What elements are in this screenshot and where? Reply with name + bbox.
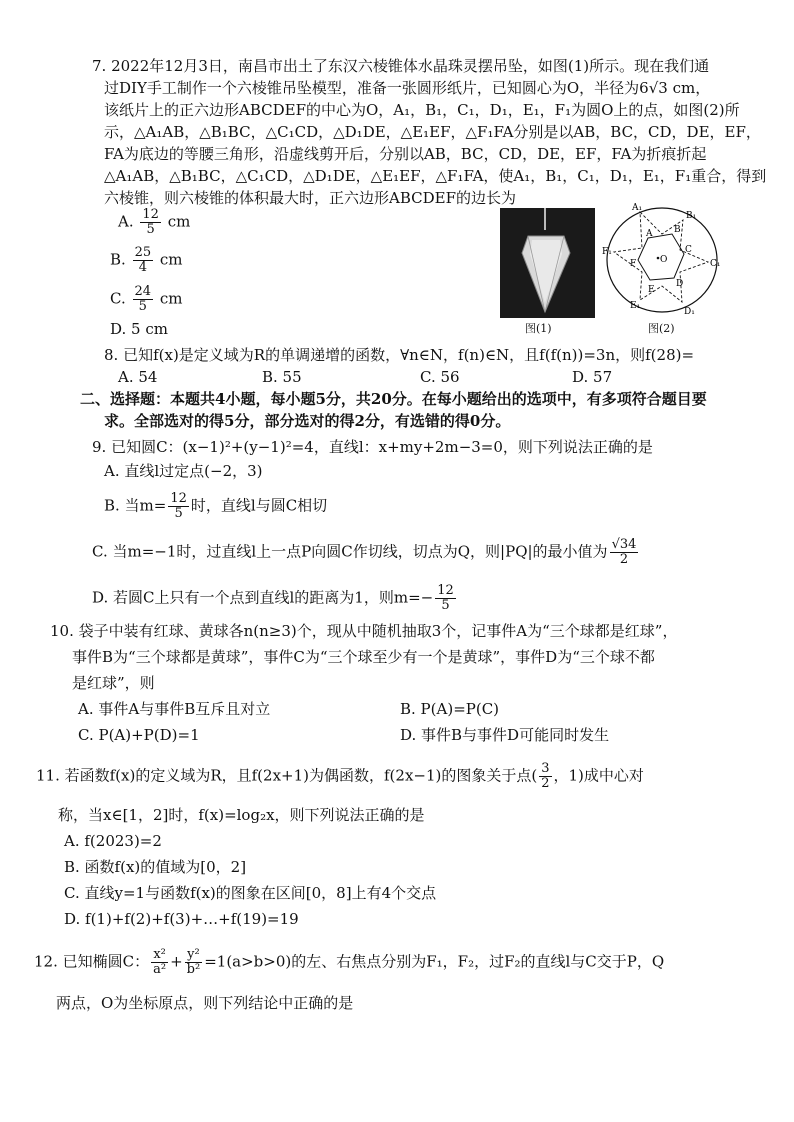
- q7-line-1: 7. 2022年12月3日，南昌市出土了东汉六棱锥体水晶珠灵摆吊坠，如图(1)所示。现在我们通: [92, 57, 710, 75]
- fig2-label-d: D: [676, 279, 684, 289]
- q9-option-c-text: C. 当m=−1时，过直线l上一点P向圆C作切线，切点为Q，则|PQ|的最小值为: [92, 542, 608, 561]
- q7-option-c-fraction: $\frac{24}{5}$: [134, 284, 152, 314]
- q9-option-b-suffix: 时，直线l与圆C相切: [190, 496, 328, 515]
- fig2-label-e1: E₁: [630, 301, 641, 311]
- q9-option-d-fraction: $\frac{12}{5}$: [437, 583, 454, 613]
- q7-line-7: 六棱锥，则六棱锥的体积最大时，正六边形ABCDEF的边长为: [104, 189, 516, 207]
- q7-option-b-fraction: $\frac{25}{4}$: [134, 245, 152, 275]
- hexagon-star-diagram: [600, 200, 725, 320]
- q9-option-b-fraction: $\frac{12}{5}$: [170, 491, 187, 521]
- q7-option-a-fraction: $\frac{12}{5}$: [142, 207, 159, 237]
- q11-line-2: 称，当x∈[1，2]时，f(x)=log₂x，则下列说法正确的是: [58, 806, 425, 824]
- q11-line-1-prefix: 11. 若函数f(x)的定义域为R，且f(2x+1)为偶函数，f(2x−1)的图象关于点(: [36, 766, 538, 785]
- q7-line-3: 该纸片上的正六边形ABCDEF的中心为O，A₁，B₁，C₁，D₁，E₁，F₁为圆O上的点，如图(2)所: [104, 101, 740, 119]
- q7-line-4: 示，△A₁AB，△B₁BC，△C₁CD，△D₁DE，△E₁EF，△F₁FA分别是以AB，BC，CD，DE，EF，: [104, 123, 761, 141]
- q10-line-3: 是红球”，则: [72, 674, 155, 692]
- q10-option-c[interactable]: C. P(A)+P(D)=1: [78, 726, 200, 744]
- q8-option-d[interactable]: D. 57: [572, 368, 613, 386]
- q10-line-1: 10. 袋子中装有红球、黄球各n(n≥3)个，现从中随机抽取3个，记事件A为“三个球都是红球”，: [50, 622, 678, 640]
- fig2-label-a: A: [646, 229, 653, 239]
- q7-line-6: △A₁AB，△B₁BC，△C₁CD，△D₁DE，△E₁EF，△F₁FA，使A₁，B₁，C₁，D₁，E₁，F₁重合，得到: [104, 167, 767, 185]
- fig2-label-c: C: [685, 245, 692, 255]
- fig2-label-f: F: [630, 259, 637, 269]
- q9-option-c[interactable]: [92, 538, 640, 567]
- fig2-label-b: B: [674, 225, 681, 235]
- q11-option-b[interactable]: B. 函数f(x)的值域为[0，2]: [64, 858, 247, 876]
- q7-option-a[interactable]: [118, 208, 190, 237]
- fig2-label-c1: C₁: [710, 259, 721, 269]
- q7-option-b[interactable]: [110, 246, 183, 275]
- figure-1-caption: 图(1): [525, 322, 552, 335]
- q9-option-d-text: D. 若圆C上只有一个点到直线l的距离为1，则m=−: [92, 588, 434, 607]
- section-2-heading-line-2: 求。全部选对的得5分，部分选对的得2分，有选错的得0分。: [104, 412, 511, 430]
- q7-option-d-text: 5 cm: [131, 320, 168, 338]
- q8-option-b[interactable]: B. 55: [262, 368, 302, 386]
- q7-option-b-unit: cm: [159, 250, 183, 269]
- q7-option-a-unit: cm: [167, 212, 191, 231]
- q7-option-a-label: A.: [118, 212, 134, 231]
- q12-line-2: 两点，O为坐标原点，则下列结论中正确的是: [56, 994, 354, 1012]
- q8-option-a[interactable]: A. 54: [118, 368, 158, 386]
- fig2-label-f1: F₁: [602, 247, 612, 257]
- section-2-heading-line-1: 二、选择题：本题共4小题，每小题5分，共20分。在每小题给出的选项中，有多项符合题目要: [80, 390, 707, 408]
- q10-option-d[interactable]: D. 事件B与事件D可能同时发生: [400, 726, 610, 744]
- q11-line-1-fraction: $\frac{3}{2}$: [541, 761, 550, 791]
- fig2-label-e: E: [648, 285, 655, 295]
- q11-option-c[interactable]: C. 直线y=1与函数f(x)的图象在区间[0，8]上有4个交点: [64, 884, 437, 902]
- q7-option-b-label: B.: [110, 250, 126, 269]
- q8-option-c[interactable]: C. 56: [420, 368, 460, 386]
- q7-option-c-label: C.: [110, 289, 126, 308]
- q8-stem: 8. 已知f(x)是定义域为R的单调递增的函数，∀n∈N，f(n)∈N，且f(f(n))=3n，则f(28)=: [104, 346, 695, 364]
- q7-option-c-unit: cm: [159, 289, 183, 308]
- fig2-label-d1: D₁: [684, 307, 695, 317]
- q12-line-1: [34, 948, 664, 977]
- q9-option-b[interactable]: [104, 492, 327, 521]
- q9-option-c-fraction: $\frac{√34}{2}$: [611, 537, 637, 567]
- q7-option-c[interactable]: [110, 285, 182, 314]
- q12-suffix: =1(a>b>0)的左、右焦点分别为F₁，F₂，过F₂的直线l与C交于P，Q: [204, 952, 665, 971]
- q10-option-a[interactable]: A. 事件A与事件B互斥且对立: [78, 700, 271, 718]
- q11-line-1-suffix: ，1)成中心对: [553, 766, 644, 785]
- figure-2-caption: 图(2): [648, 322, 675, 335]
- q10-option-b[interactable]: B. P(A)=P(C): [400, 700, 500, 718]
- fig2-label-a1: A₁: [632, 203, 643, 213]
- q11-option-d[interactable]: D. f(1)+f(2)+f(3)+…+f(19)=19: [64, 910, 299, 928]
- q9-option-d[interactable]: [92, 584, 458, 613]
- q12-plus: +: [170, 952, 183, 971]
- q7-option-d-label: D.: [110, 320, 127, 338]
- q10-line-2: 事件B为“三个球都是黄球”，事件C为“三个球至少有一个是黄球”，事件D为“三个球不都: [72, 648, 655, 666]
- q9-stem: 9. 已知圆C：(x−1)²+(y−1)²=4，直线l：x+my+2m−3=0，则下列说法正确的是: [92, 438, 653, 456]
- q11-option-a[interactable]: A. f(2023)=2: [64, 832, 162, 850]
- q9-option-b-prefix: B. 当m=: [104, 496, 167, 515]
- q12-fraction-x: $\frac{\text{x²}}{\text{a²}}$: [153, 947, 167, 977]
- q7-line-2: 过DIY手工制作一个六棱锥吊坠模型，准备一张圆形纸片，已知圆心为O，半径为6√3 cm，: [104, 79, 711, 97]
- fig2-label-b1: B₁: [686, 211, 697, 221]
- q12-fraction-y: $\frac{\text{y²}}{\text{b²}}$: [186, 947, 201, 977]
- q12-prefix: 12. 已知椭圆C：: [34, 952, 150, 971]
- q7-option-d[interactable]: [110, 318, 168, 340]
- fig2-label-o: O: [660, 255, 668, 265]
- q9-option-a[interactable]: A. 直线l过定点(−2，3): [104, 462, 263, 480]
- q7-line-5: FA为底边的等腰三角形，沿虚线剪开后，分别以AB，BC，CD，DE，EF，FA为折痕折起: [104, 145, 707, 163]
- pendant-photo: [500, 208, 595, 318]
- q11-line-1: [36, 762, 644, 791]
